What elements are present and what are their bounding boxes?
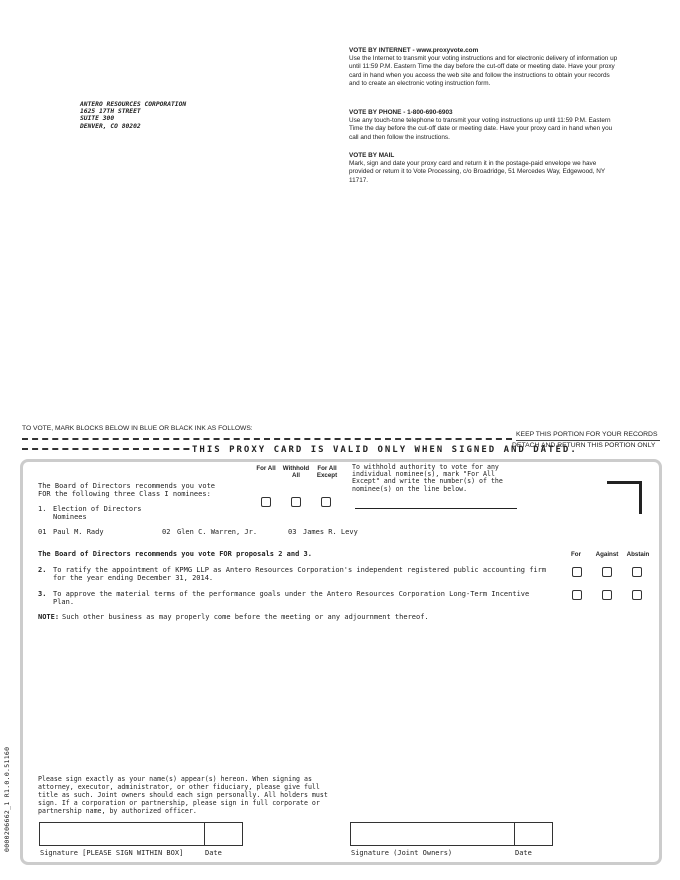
sender-line: 1625 17TH STREET <box>80 108 141 116</box>
nominee-2-num: 02 <box>162 528 171 536</box>
election-number: 1. <box>38 505 47 513</box>
vote-mail-title: VOTE BY MAIL <box>349 152 395 159</box>
joint-date-box[interactable] <box>513 822 553 846</box>
for-all-checkbox[interactable] <box>261 497 271 507</box>
board-recommendation-2: The Board of Directors recommends you vote FOR proposals 2 and 3. <box>38 550 312 558</box>
vote-mail-text: Mark, sign and date your proxy card and return it in the postage-paid envelope we have provided or return it to Vote Processing, c/o Broadridge, 51 Mercedes Way, Edgewood, NY 11717. <box>349 160 605 184</box>
vote-internet-title: VOTE BY INTERNET - www.proxyvote.com <box>349 47 479 54</box>
proposal-3-text: To approve the material terms of the performance goals under the Antero Resources Corporation Long-Term Incentive Plan. <box>53 590 530 606</box>
nominees-label: Nominees <box>53 513 87 521</box>
proposal-2-against-checkbox[interactable] <box>602 567 612 577</box>
joint-date-label: Date <box>515 849 532 857</box>
col-against: Against <box>595 551 619 558</box>
proposal-3-abstain-checkbox[interactable] <box>632 590 642 600</box>
sender-line: SUITE 300 <box>80 115 115 123</box>
joint-signature-label: Signature (Joint Owners) <box>351 849 453 857</box>
proposal-2-abstain-checkbox[interactable] <box>632 567 642 577</box>
joint-signature-box[interactable] <box>350 822 515 846</box>
election-title: Election of Directors <box>53 505 142 513</box>
proposal-3-number: 3. <box>38 590 47 598</box>
sender-line: ANTERO RESOURCES CORPORATION <box>80 101 187 108</box>
withhold-all-checkbox[interactable] <box>291 497 301 507</box>
mark-instructions: TO VOTE, MARK BLOCKS BELOW IN BLUE OR BLACK INK AS FOLLOWS: <box>22 425 253 432</box>
vote-mail-section <box>349 152 619 185</box>
proposal-2-number: 2. <box>38 566 47 574</box>
valid-notice: THIS PROXY CARD IS VALID ONLY WHEN SIGNED AND DATED. <box>192 445 578 455</box>
date-box[interactable] <box>203 822 243 846</box>
sender-address <box>80 101 186 130</box>
nominee-3-name: James R. Levy <box>303 528 358 536</box>
corner-mark <box>607 481 642 514</box>
proposal-3-for-checkbox[interactable] <box>572 590 582 600</box>
col-for: For <box>571 551 581 558</box>
for-all-except-checkbox[interactable] <box>321 497 331 507</box>
col-for-all: For All <box>256 465 276 472</box>
detach-label: DETACH AND RETURN THIS PORTION ONLY <box>512 442 656 449</box>
signature-box[interactable] <box>39 822 205 846</box>
board-rec-line: The Board of Directors recommends you vote <box>38 482 216 490</box>
proposal-2-text: To ratify the appointment of KPMG LLP as Antero Resources Corporation's independent registered public accounting firm for the year ending December 31, 2014. <box>53 566 547 582</box>
note-label: NOTE: <box>38 613 60 621</box>
col-withhold-all: Withhold All <box>282 465 310 479</box>
signature-label: Signature [PLEASE SIGN WITHIN BOX] <box>40 849 184 857</box>
except-nominee-line[interactable] <box>355 508 517 509</box>
withhold-instructions: To withhold authority to vote for any individual nominee(s), mark "For All Except" and write the number(s) of the nominee(s) on the line below. <box>352 463 503 493</box>
nominee-2-name: Glen C. Warren, Jr. <box>177 528 258 536</box>
nominee-3-num: 03 <box>288 528 297 536</box>
vote-phone-text: Use any touch-tone telephone to transmit your voting instructions up until 11:59 P.M. Eastern Time the day before the cut-off date or meeting date. Have your proxy card in hand when you call and then follow the instructions. <box>349 117 613 141</box>
sender-line: DENVER, CO 80202 <box>80 122 141 130</box>
nominee-1-num: 01 <box>38 528 47 536</box>
board-recommendation-1 <box>38 482 215 498</box>
keep-portion-label: KEEP THIS PORTION FOR YOUR RECORDS <box>516 431 658 438</box>
nominee-1-name: Paul M. Rady <box>53 528 104 536</box>
proposal-2-for-checkbox[interactable] <box>572 567 582 577</box>
col-abstain: Abstain <box>626 551 650 558</box>
date-label: Date <box>205 849 222 857</box>
side-code: 0000206662_1 R1.0.0.51160 <box>3 746 11 852</box>
board-rec-line: FOR the following three Class I nominees: <box>38 490 211 498</box>
sign-instructions: Please sign exactly as your name(s) appear(s) hereon. When signing as attorney, executor, administrator, or other fiduciary, please give full title as such. Joint owners should each sign personally. All holders must sign. If a corporation or partnership, please sign in full corporate or partnership name, by authorized officer. <box>38 775 328 815</box>
vote-internet-text: Use the Internet to transmit your voting instructions and for electronic delivery of information up until 11:59 P.M. Eastern Time the day before the cut-off date or meeting date. Have your proxy card in hand when you access the web site and follow the instructions to obtain your records and to create an electronic voting instruction form. <box>349 55 618 87</box>
col-for-all-except: For All Except <box>316 465 338 479</box>
vote-internet-section <box>349 47 619 88</box>
keep-portion-rule <box>516 440 660 441</box>
proposal-3-against-checkbox[interactable] <box>602 590 612 600</box>
note-text: Such other business as may properly come before the meeting or any adjournment thereof. <box>62 613 429 621</box>
vote-phone-title: VOTE BY PHONE - 1-800-690-6903 <box>349 109 453 116</box>
vote-phone-section <box>349 109 619 142</box>
cut-line <box>22 438 512 440</box>
